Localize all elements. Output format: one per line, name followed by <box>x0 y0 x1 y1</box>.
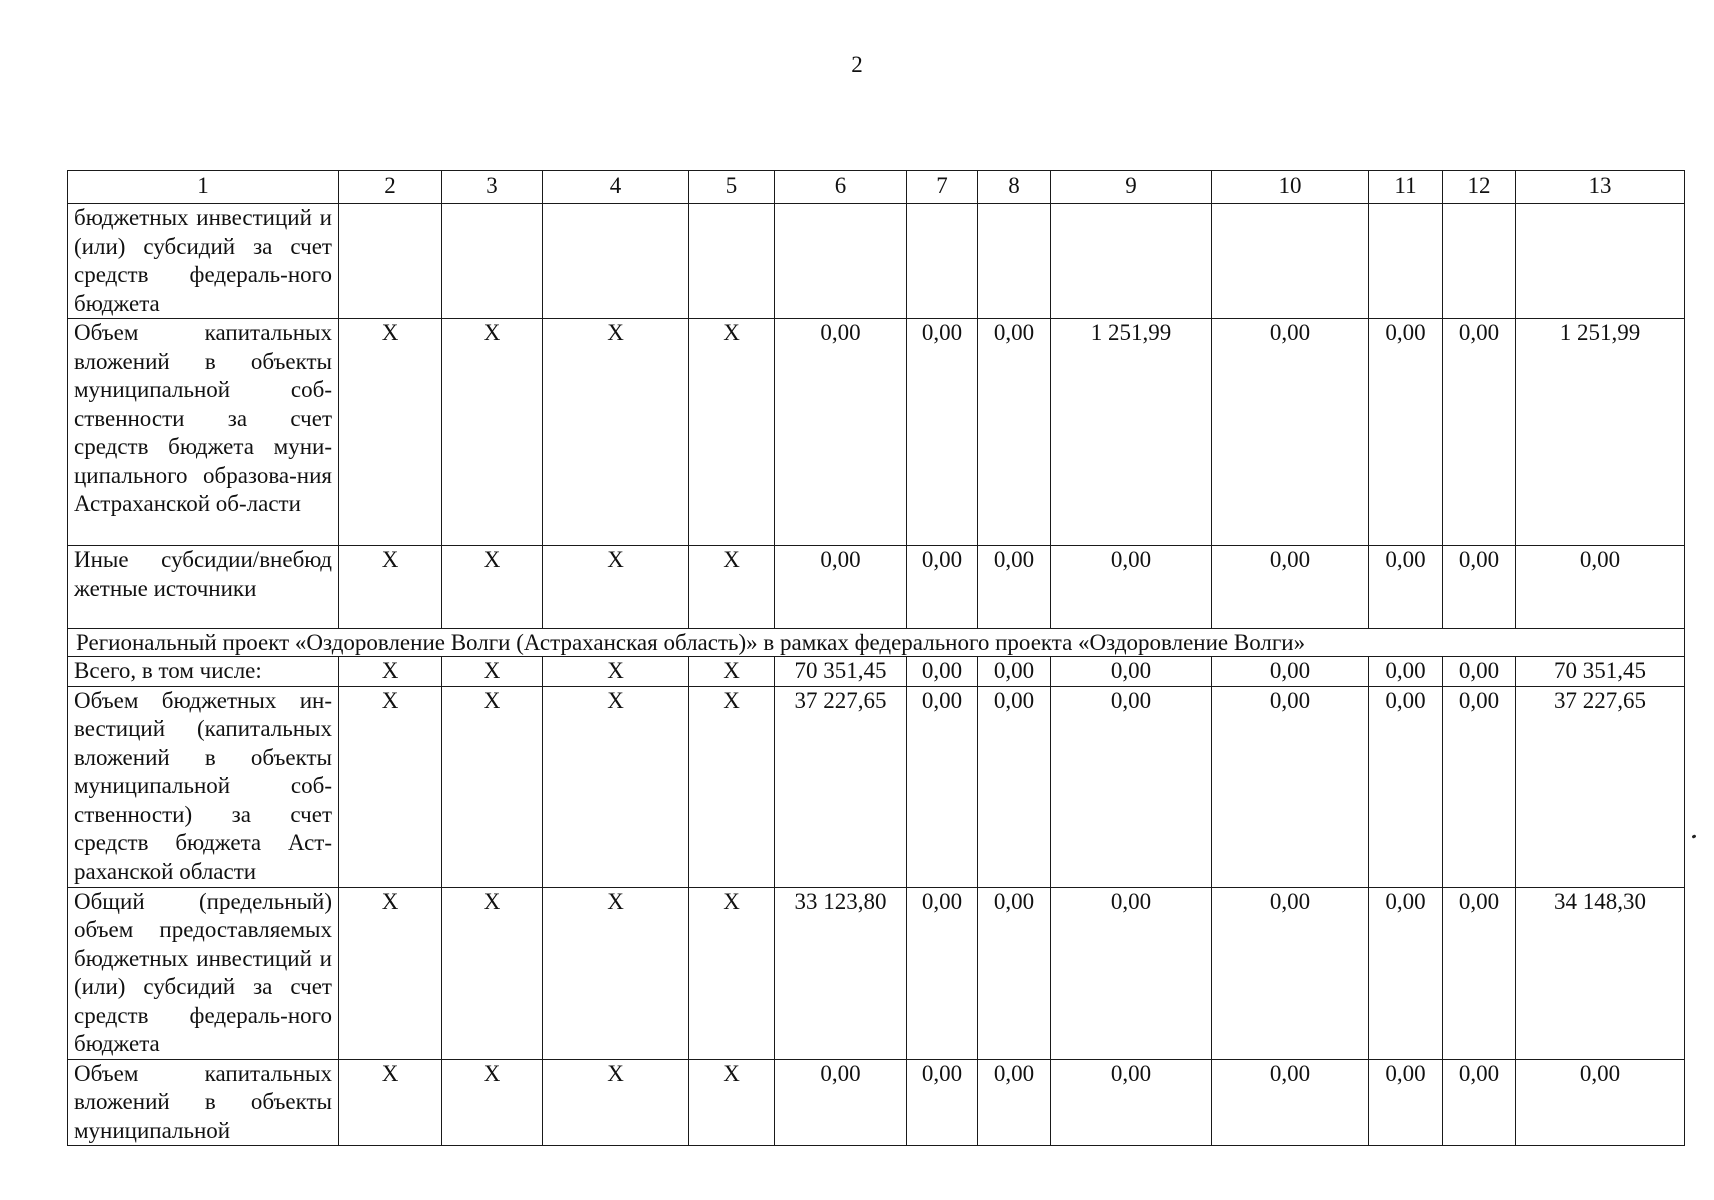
table-cell: 0,00 <box>1212 686 1369 887</box>
column-header: 6 <box>775 171 907 204</box>
table-row <box>68 686 1685 887</box>
table-cell: X <box>689 887 775 1059</box>
table-cell <box>1212 204 1369 319</box>
column-header: 4 <box>543 171 689 204</box>
row-label: бюджетных инвестиций и (или) субсидий за счет средств федераль-ного бюджета <box>68 204 339 319</box>
row-label: Иные субсидии/внебюд жетные источники <box>68 546 339 629</box>
table-cell: 0,00 <box>1516 546 1685 629</box>
table-cell: 0,00 <box>775 1059 907 1146</box>
table-cell: 37 227,65 <box>1516 686 1685 887</box>
table-cell: 0,00 <box>1051 546 1212 629</box>
table-cell <box>339 204 442 319</box>
table-cell: X <box>543 887 689 1059</box>
table-cell: X <box>442 319 543 546</box>
table-cell: X <box>339 1059 442 1146</box>
table-cell: 0,00 <box>1369 657 1443 687</box>
column-header: 10 <box>1212 171 1369 204</box>
table-cell: X <box>543 319 689 546</box>
table-cell: X <box>543 546 689 629</box>
table-cell: X <box>689 1059 775 1146</box>
table-cell: 0,00 <box>1051 686 1212 887</box>
table-cell: 33 123,80 <box>775 887 907 1059</box>
table-cell: 0,00 <box>978 686 1051 887</box>
column-header: 5 <box>689 171 775 204</box>
table-cell: 0,00 <box>775 546 907 629</box>
table-cell: 0,00 <box>907 1059 978 1146</box>
table-cell: X <box>689 657 775 687</box>
table-cell: 0,00 <box>907 686 978 887</box>
table-cell: 0,00 <box>978 887 1051 1059</box>
table-cell: X <box>339 686 442 887</box>
table-cell: 0,00 <box>1369 887 1443 1059</box>
table-cell <box>543 204 689 319</box>
column-header: 12 <box>1443 171 1516 204</box>
table-row <box>68 319 1685 546</box>
table-row <box>68 204 1685 319</box>
table-cell: 0,00 <box>907 657 978 687</box>
row-label: Объем капитальных вложений в объекты муниципальной соб-ственности за счет средств бюджета муни-ципального образова-ния Астраханской об-ласти <box>68 319 339 546</box>
table-cell <box>1369 204 1443 319</box>
table-cell: X <box>543 686 689 887</box>
column-header: 7 <box>907 171 978 204</box>
table-cell: 1 251,99 <box>1051 319 1212 546</box>
row-label: Общий (предельный) объем предоставляемых бюджетных инвестиций и (или) субсидий за счет средств федераль-ного бюджета <box>68 887 339 1059</box>
table-cell: X <box>442 887 543 1059</box>
table-cell: 0,00 <box>1369 686 1443 887</box>
table-cell: 0,00 <box>978 657 1051 687</box>
table-cell: 0,00 <box>1212 319 1369 546</box>
table-cell: 0,00 <box>1212 546 1369 629</box>
table-cell: 0,00 <box>1443 686 1516 887</box>
column-header: 8 <box>978 171 1051 204</box>
table-cell: 0,00 <box>775 319 907 546</box>
table-cell <box>775 204 907 319</box>
table-cell: 70 351,45 <box>1516 657 1685 687</box>
row-label: Объем бюджетных ин-вестиций (капитальных вложений в объекты муниципальной соб-ственности) за счет средств бюджета Аст-раханской области <box>68 686 339 887</box>
row-label: Всего, в том числе: <box>68 657 339 687</box>
table-cell: 0,00 <box>1369 319 1443 546</box>
table-cell: 0,00 <box>1443 887 1516 1059</box>
table-cell: X <box>689 686 775 887</box>
table-cell: 0,00 <box>1051 887 1212 1059</box>
table-cell: X <box>339 657 442 687</box>
table-cell: 0,00 <box>1443 319 1516 546</box>
column-header: 3 <box>442 171 543 204</box>
column-header: 1 <box>68 171 339 204</box>
table-cell: 0,00 <box>907 887 978 1059</box>
table-cell: 0,00 <box>1369 1059 1443 1146</box>
table-cell: 0,00 <box>1369 546 1443 629</box>
table-cell: 0,00 <box>978 546 1051 629</box>
table-row <box>68 1059 1685 1146</box>
table-cell <box>1516 204 1685 319</box>
table-cell: 0,00 <box>978 1059 1051 1146</box>
table-cell: 0,00 <box>907 546 978 629</box>
table-cell: 0,00 <box>1051 1059 1212 1146</box>
table-cell: 70 351,45 <box>775 657 907 687</box>
row-label: Объем капитальных вложений в объекты муниципальной <box>68 1059 339 1146</box>
table-cell: X <box>442 546 543 629</box>
table-cell: 34 148,30 <box>1516 887 1685 1059</box>
column-header: 9 <box>1051 171 1212 204</box>
page-number: 2 <box>851 52 863 77</box>
scan-mark <box>1692 834 1697 838</box>
table-cell: 0,00 <box>1443 657 1516 687</box>
table-cell: X <box>543 657 689 687</box>
table-cell <box>907 204 978 319</box>
table-cell: 0,00 <box>907 319 978 546</box>
table-cell: X <box>442 657 543 687</box>
table-cell: X <box>442 686 543 887</box>
table-cell: 0,00 <box>1443 546 1516 629</box>
table-cell: X <box>689 319 775 546</box>
table-cell <box>1051 204 1212 319</box>
table-cell: 0,00 <box>1051 657 1212 687</box>
table-cell: 0,00 <box>1212 1059 1369 1146</box>
table-cell: X <box>339 546 442 629</box>
section-row <box>68 629 1685 657</box>
table-cell: 0,00 <box>1212 657 1369 687</box>
table-row <box>68 887 1685 1059</box>
table-cell: 0,00 <box>1212 887 1369 1059</box>
column-header: 2 <box>339 171 442 204</box>
table-row <box>68 546 1685 629</box>
table-cell: 1 251,99 <box>1516 319 1685 546</box>
table-cell: X <box>339 887 442 1059</box>
table-cell: X <box>689 546 775 629</box>
table-cell: 37 227,65 <box>775 686 907 887</box>
budget-table <box>67 170 1685 1146</box>
table-cell: X <box>339 319 442 546</box>
table-cell <box>689 204 775 319</box>
table-cell <box>442 204 543 319</box>
column-header: 11 <box>1369 171 1443 204</box>
table-row <box>68 657 1685 687</box>
table-cell: X <box>442 1059 543 1146</box>
table-cell: X <box>543 1059 689 1146</box>
table-cell <box>1443 204 1516 319</box>
table-cell: 0,00 <box>1443 1059 1516 1146</box>
header-row <box>68 171 1685 204</box>
section-title: Региональный проект «Оздоровление Волги (Астраханская область)» в рамках федерального проекта «Оздоровление Волги» <box>68 629 1685 657</box>
column-header: 13 <box>1516 171 1685 204</box>
table-cell: 0,00 <box>978 319 1051 546</box>
table-cell: 0,00 <box>1516 1059 1685 1146</box>
table-cell <box>978 204 1051 319</box>
